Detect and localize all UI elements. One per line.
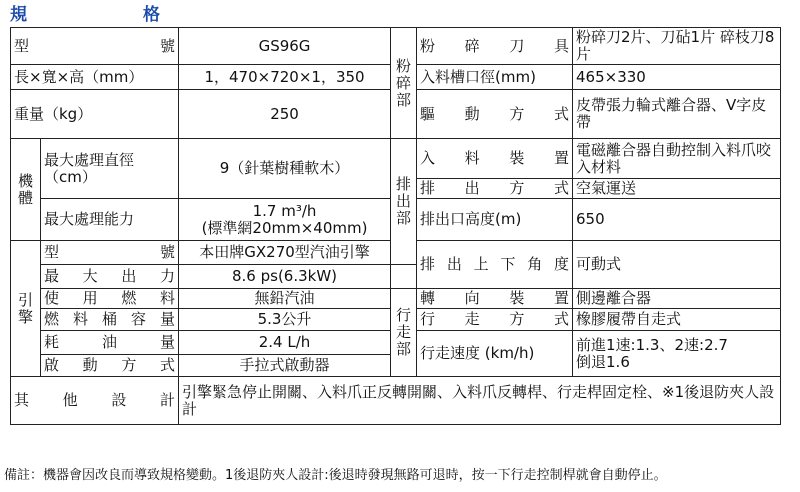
label-inlet: 入料槽口徑(mm) <box>417 65 573 90</box>
group-body: 機體 <box>11 139 41 241</box>
footnote: 備註：機器會因改良而導致規格變動。1後退防夾人設計:後退時發現無路可退時，按一下行走控制桿就會自動停止。 <box>4 468 667 483</box>
label-dims: 長×寬×高（mm） <box>11 65 179 90</box>
value-consumption: 2.4 L/h <box>179 331 391 355</box>
title-char-2: 格 <box>143 5 160 25</box>
value-drive: 皮帶張力輪式離合器、V字皮帶 <box>573 90 781 139</box>
label-weight: 重量（kg） <box>11 90 179 139</box>
spec-table <box>10 27 781 425</box>
value-blades: 粉碎刀2片、刀砧1片 碎枝刀8片 <box>573 28 781 65</box>
speed-line2: 倒退1.6 <box>576 352 630 371</box>
value-out-angle: 可動式 <box>573 241 781 289</box>
value-other: 引擎緊急停止開關、入料爪正反轉開關、入料爪反轉桿、行走桿固定栓、※1後退防夾人設計 <box>179 377 781 425</box>
label-drive: 驅動方式 <box>417 90 573 139</box>
group-crush: 粉碎部 <box>391 28 417 139</box>
label-out-method: 排出方式 <box>417 179 573 199</box>
value-fuel: 無鉛汽油 <box>179 289 391 309</box>
label-max-output: 最大出力 <box>41 265 179 289</box>
value-weight: 250 <box>179 90 391 139</box>
label-out-height: 排出口高度(m) <box>417 199 573 241</box>
capacity-line2: (標準網20mm×40mm) <box>201 218 368 237</box>
spec-title <box>10 0 160 25</box>
label-other: 其他設計 <box>11 377 179 425</box>
speed-line1: 前進1速:1.3、2速:2.7 <box>576 335 728 354</box>
value-speed <box>573 331 781 377</box>
value-start: 手拉式啟動器 <box>179 355 391 377</box>
value-dims: 1，470×720×1，350 <box>179 65 391 90</box>
label-steering: 轉向裝置 <box>417 289 573 309</box>
label-model: 型號 <box>11 28 179 65</box>
value-travel-method: 橡膠履帶自走式 <box>573 309 781 331</box>
group-travel: 行走部 <box>391 289 417 377</box>
label-engine-model: 型號 <box>41 241 179 265</box>
group-discharge: 排出部 <box>391 139 417 265</box>
label-tank: 燃料桶容量 <box>41 309 179 331</box>
label-max-dia: 最大處理直徑（cm） <box>41 139 179 199</box>
value-max-dia: 9（針葉樹種軟木） <box>179 139 391 199</box>
value-capacity <box>179 199 391 241</box>
value-max-output: 8.6 ps(6.3kW) <box>179 265 391 289</box>
label-out-angle: 排出上下角度 <box>417 241 573 289</box>
title-char-1: 規 <box>10 5 27 25</box>
label-travel-method: 行走方式 <box>417 309 573 331</box>
label-capacity: 最大處理能力 <box>41 199 179 241</box>
label-fuel: 使用燃料 <box>41 289 179 309</box>
value-tank: 5.3公升 <box>179 309 391 331</box>
value-engine-model: 本田牌GX270型汽油引擎 <box>179 241 391 265</box>
value-out-height: 650 <box>573 199 781 241</box>
value-feed: 電磁離合器自動控制入料爪咬入材料 <box>573 139 781 179</box>
value-steering: 側邊離合器 <box>573 289 781 309</box>
label-blades: 粉碎刀具 <box>417 28 573 65</box>
label-speed: 行走速度 (km/h) <box>417 331 573 377</box>
label-start: 啟動方式 <box>41 355 179 377</box>
label-feed: 入料裝置 <box>417 139 573 179</box>
value-model: GS96G <box>179 28 391 65</box>
value-inlet: 465×330 <box>573 65 781 90</box>
value-out-method: 空氣運送 <box>573 179 781 199</box>
capacity-line1: 1.7 m³/h <box>252 201 317 220</box>
label-consumption: 耗油量 <box>41 331 179 355</box>
group-engine: 引擎 <box>11 241 41 377</box>
